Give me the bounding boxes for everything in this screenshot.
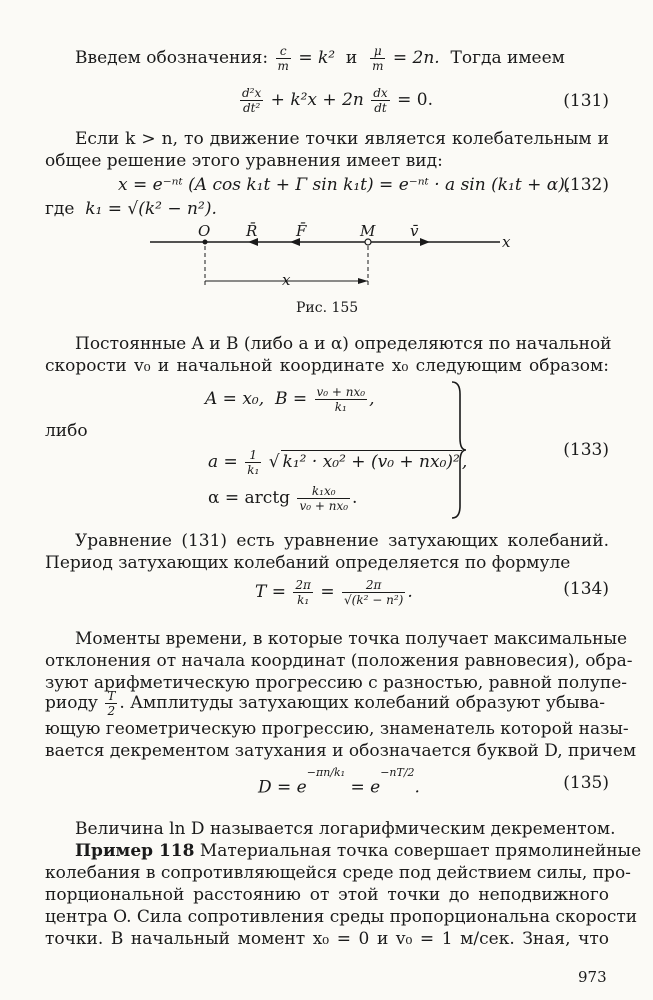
eq135-eq: = e xyxy=(350,777,381,798)
fraction-mu-over-m: $\frac{\mu}{m}$ xyxy=(372,44,384,73)
eq133-b: B = xyxy=(274,389,308,409)
figure-caption: Рис. 155 xyxy=(296,300,359,316)
example-line1-text: Материальная точка совершает прямолинейные xyxy=(199,841,642,861)
arrow-v-head xyxy=(420,238,430,246)
para2-line1: Постоянные A и B (либо a и α) определяются по начальной xyxy=(75,334,612,354)
para5-line1: Величина ln D называется логарифмическим декрементом. xyxy=(75,819,616,839)
fraction-dx-dt: $\frac{dx}{dt}$ xyxy=(373,86,388,115)
figure-155 xyxy=(0,0,653,320)
eq135-end: . xyxy=(414,777,420,798)
eq131-end: = 0. xyxy=(397,90,433,110)
eq133-a: A = x₀, xyxy=(205,389,265,409)
dimension-arrow-right xyxy=(358,278,368,284)
para4-line6: вается декрементом затухания и обозначается буквой D, причем xyxy=(45,741,637,761)
label-r: R̄ xyxy=(246,222,258,240)
para4-line4b: . Амплитуды затухающих колебаний образуют убыва- xyxy=(119,693,606,713)
para2-line2: скорости v₀ и начальной координате x₀ следующим образом: xyxy=(45,356,609,376)
equation-number-132: (132) xyxy=(563,175,609,195)
eq135-lhs: D = e xyxy=(258,777,307,798)
example-line1 xyxy=(75,840,642,862)
fraction-one-over-k1: $\frac{1}{\text{k₁}}$ xyxy=(247,448,260,477)
para1-line1: Если k > n, то движение точки является колебательным и xyxy=(75,129,609,149)
libo-word: либо xyxy=(45,421,88,441)
half-period-word: риоду xyxy=(45,693,98,713)
para3-line1: Уравнение (131) есть уравнение затухающих колебаний. xyxy=(75,531,609,551)
para4-line5: ющую геометрическую прогрессию, знаменатель которой назы- xyxy=(45,719,629,739)
fraction-b: $\frac{\text{v₀ + nx₀}}{\text{k₁}}$ xyxy=(316,385,366,414)
amp-lhs: a = xyxy=(208,452,238,472)
label-m: M xyxy=(360,222,376,240)
equation-number-131: (131) xyxy=(563,91,609,111)
equation-number-134: (134) xyxy=(563,579,609,599)
eq-2n: = 2n. xyxy=(392,48,440,68)
example-line2: колебания в сопротивляющейся среде под действием силы, про- xyxy=(45,863,631,883)
equation-134: T = $\frac{2\pi}{\text{k₁}}$ = $\frac{2\pi}{\text{√(k² − n²)}}$ . xyxy=(255,578,413,607)
fraction-c-over-m: $\frac{c}{m}$ xyxy=(277,44,289,73)
fraction-t-over-2: $\frac{T}{2}$ xyxy=(107,689,116,718)
eq135-exp1: −πn/k₁ xyxy=(306,766,346,779)
example-line4: центра O. Сила сопротивления среды пропорциональна скорости xyxy=(45,907,638,927)
example-line3: порциональной расстоянию от этой точки до неподвижного xyxy=(45,885,609,905)
origin-point xyxy=(203,240,208,245)
label-x-dimension: x xyxy=(282,271,291,289)
para4-line2: отклонения от начала координат (положения равновесия), обра- xyxy=(45,651,633,671)
where-word: где xyxy=(45,199,75,219)
fraction-alpha: $\frac{\text{k₁x₀}}{\text{v₀ + nx₀}}$ xyxy=(299,484,349,513)
eq134-eq: = xyxy=(320,582,335,602)
eq134-lhs: T = xyxy=(255,582,286,602)
intro-text: Введем обозначения: xyxy=(75,48,269,68)
amp-root: k₁² · x₀² + (v₀ + nx₀)² xyxy=(282,452,460,472)
eq133-line-amplitude: a = $\frac{1}{\text{k₁}}$ √ k₁² · x₀² + (v₀ + nx₀)² , xyxy=(208,448,468,477)
equation-number-133: (133) xyxy=(563,440,609,460)
equation-number-135: (135) xyxy=(563,773,609,793)
example-line5: точки. В начальный момент x₀ = 0 и v₀ = 1 м/сек. Зная, что xyxy=(45,929,609,949)
para4-line1: Моменты времени, в которые точка получает максимальные xyxy=(75,629,628,649)
eq135-exp2: −nT/2 xyxy=(380,766,415,779)
para4-line4 xyxy=(45,688,609,718)
conj-and: и xyxy=(345,48,358,68)
fraction-d2x-dt2: $\frac{\text{d²x}}{\text{dt²}}$ xyxy=(242,86,262,115)
right-brace xyxy=(448,380,468,520)
label-o: O xyxy=(198,222,211,240)
para3-line2: Период затухающих колебаний определяется по формуле xyxy=(45,553,571,573)
example-title: Пример 118 xyxy=(75,841,195,861)
label-x-axis: x xyxy=(502,233,511,251)
page-number: 973 xyxy=(578,968,607,986)
equation-135 xyxy=(258,766,420,799)
alpha-lhs: α = arctg xyxy=(208,488,291,508)
intro-text-then: Тогда имеем xyxy=(450,48,565,68)
label-f: F̄ xyxy=(296,222,307,240)
fraction-2pi-root: $\frac{2\pi}{\text{√(k² − n²)}}$ xyxy=(344,578,404,607)
fraction-2pi-k1: $\frac{2\pi}{\text{k₁}}$ xyxy=(295,578,311,607)
k1-definition: k₁ = √(k² − n²). xyxy=(85,199,217,219)
para4-line3: зуют арифметическую прогрессию с разностью, равной полупе- xyxy=(45,673,628,693)
equation-132: x = e⁻ⁿᵗ (A cos k₁t + Γ sin k₁t) = e⁻ⁿᵗ · a sin (k₁t + α), xyxy=(118,175,571,195)
eq131-middle: + k²x + 2n xyxy=(270,90,364,110)
para1-line2: общее решение этого уравнения имеет вид: xyxy=(45,151,443,171)
label-v: v̄ xyxy=(410,222,419,240)
eq133-line-alpha: α = arctg $\frac{\text{k₁x₀}}{\text{v₀ + nx₀}}$ . xyxy=(208,484,358,513)
eq-k2: = k² xyxy=(298,48,336,68)
eq133-line-a: A = x₀, B = $\frac{\text{v₀ + nx₀}}{\text{k₁}}$ , xyxy=(205,385,375,414)
